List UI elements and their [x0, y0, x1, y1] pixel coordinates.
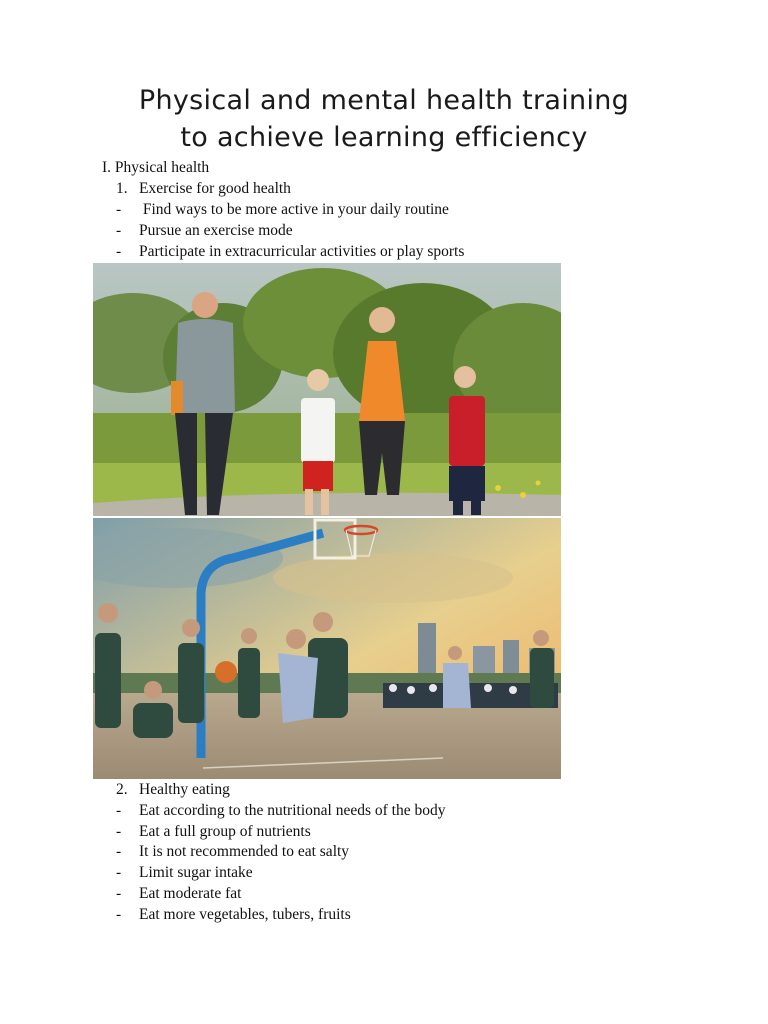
- section-heading-physical-health: I. Physical health: [102, 159, 210, 176]
- bullet-dash: -: [116, 802, 122, 819]
- list-item-exercise: Exercise for good health: [139, 180, 291, 197]
- bullet-dash: -: [116, 843, 122, 860]
- bullet-dash: -: [116, 864, 122, 881]
- bullet-dash: -: [116, 885, 122, 902]
- bullet-item: Participate in extracurricular activities or play sports: [139, 243, 465, 260]
- family-jogging-photo: [93, 263, 561, 516]
- document-title: [60, 82, 708, 156]
- list-number-2: 2.: [116, 781, 128, 798]
- basketball-game-photo: [93, 518, 561, 779]
- bullet-item: Eat a full group of nutrients: [139, 823, 311, 840]
- bullet-item: Limit sugar intake: [139, 864, 253, 881]
- bullet-item: Pursue an exercise mode: [139, 222, 293, 239]
- bullet-dash: -: [116, 243, 122, 260]
- bullet-item: Eat moderate fat: [139, 885, 242, 902]
- bullet-item: Find ways to be more active in your daily routine: [139, 201, 449, 218]
- bullet-dash: -: [116, 222, 122, 239]
- list-number-1: 1.: [116, 180, 128, 197]
- bullet-dash: -: [116, 823, 122, 840]
- title-line-2: to achieve learning efficiency: [180, 122, 588, 153]
- bullet-dash: -: [116, 906, 122, 923]
- bullet-item: Eat more vegetables, tubers, fruits: [139, 906, 351, 923]
- title-line-1: Physical and mental health training: [138, 85, 630, 116]
- bullet-dash: -: [116, 201, 122, 218]
- bullet-item: Eat according to the nutritional needs of the body: [139, 802, 446, 819]
- list-item-healthy-eating: Healthy eating: [139, 781, 230, 798]
- bullet-item: It is not recommended to eat salty: [139, 843, 350, 860]
